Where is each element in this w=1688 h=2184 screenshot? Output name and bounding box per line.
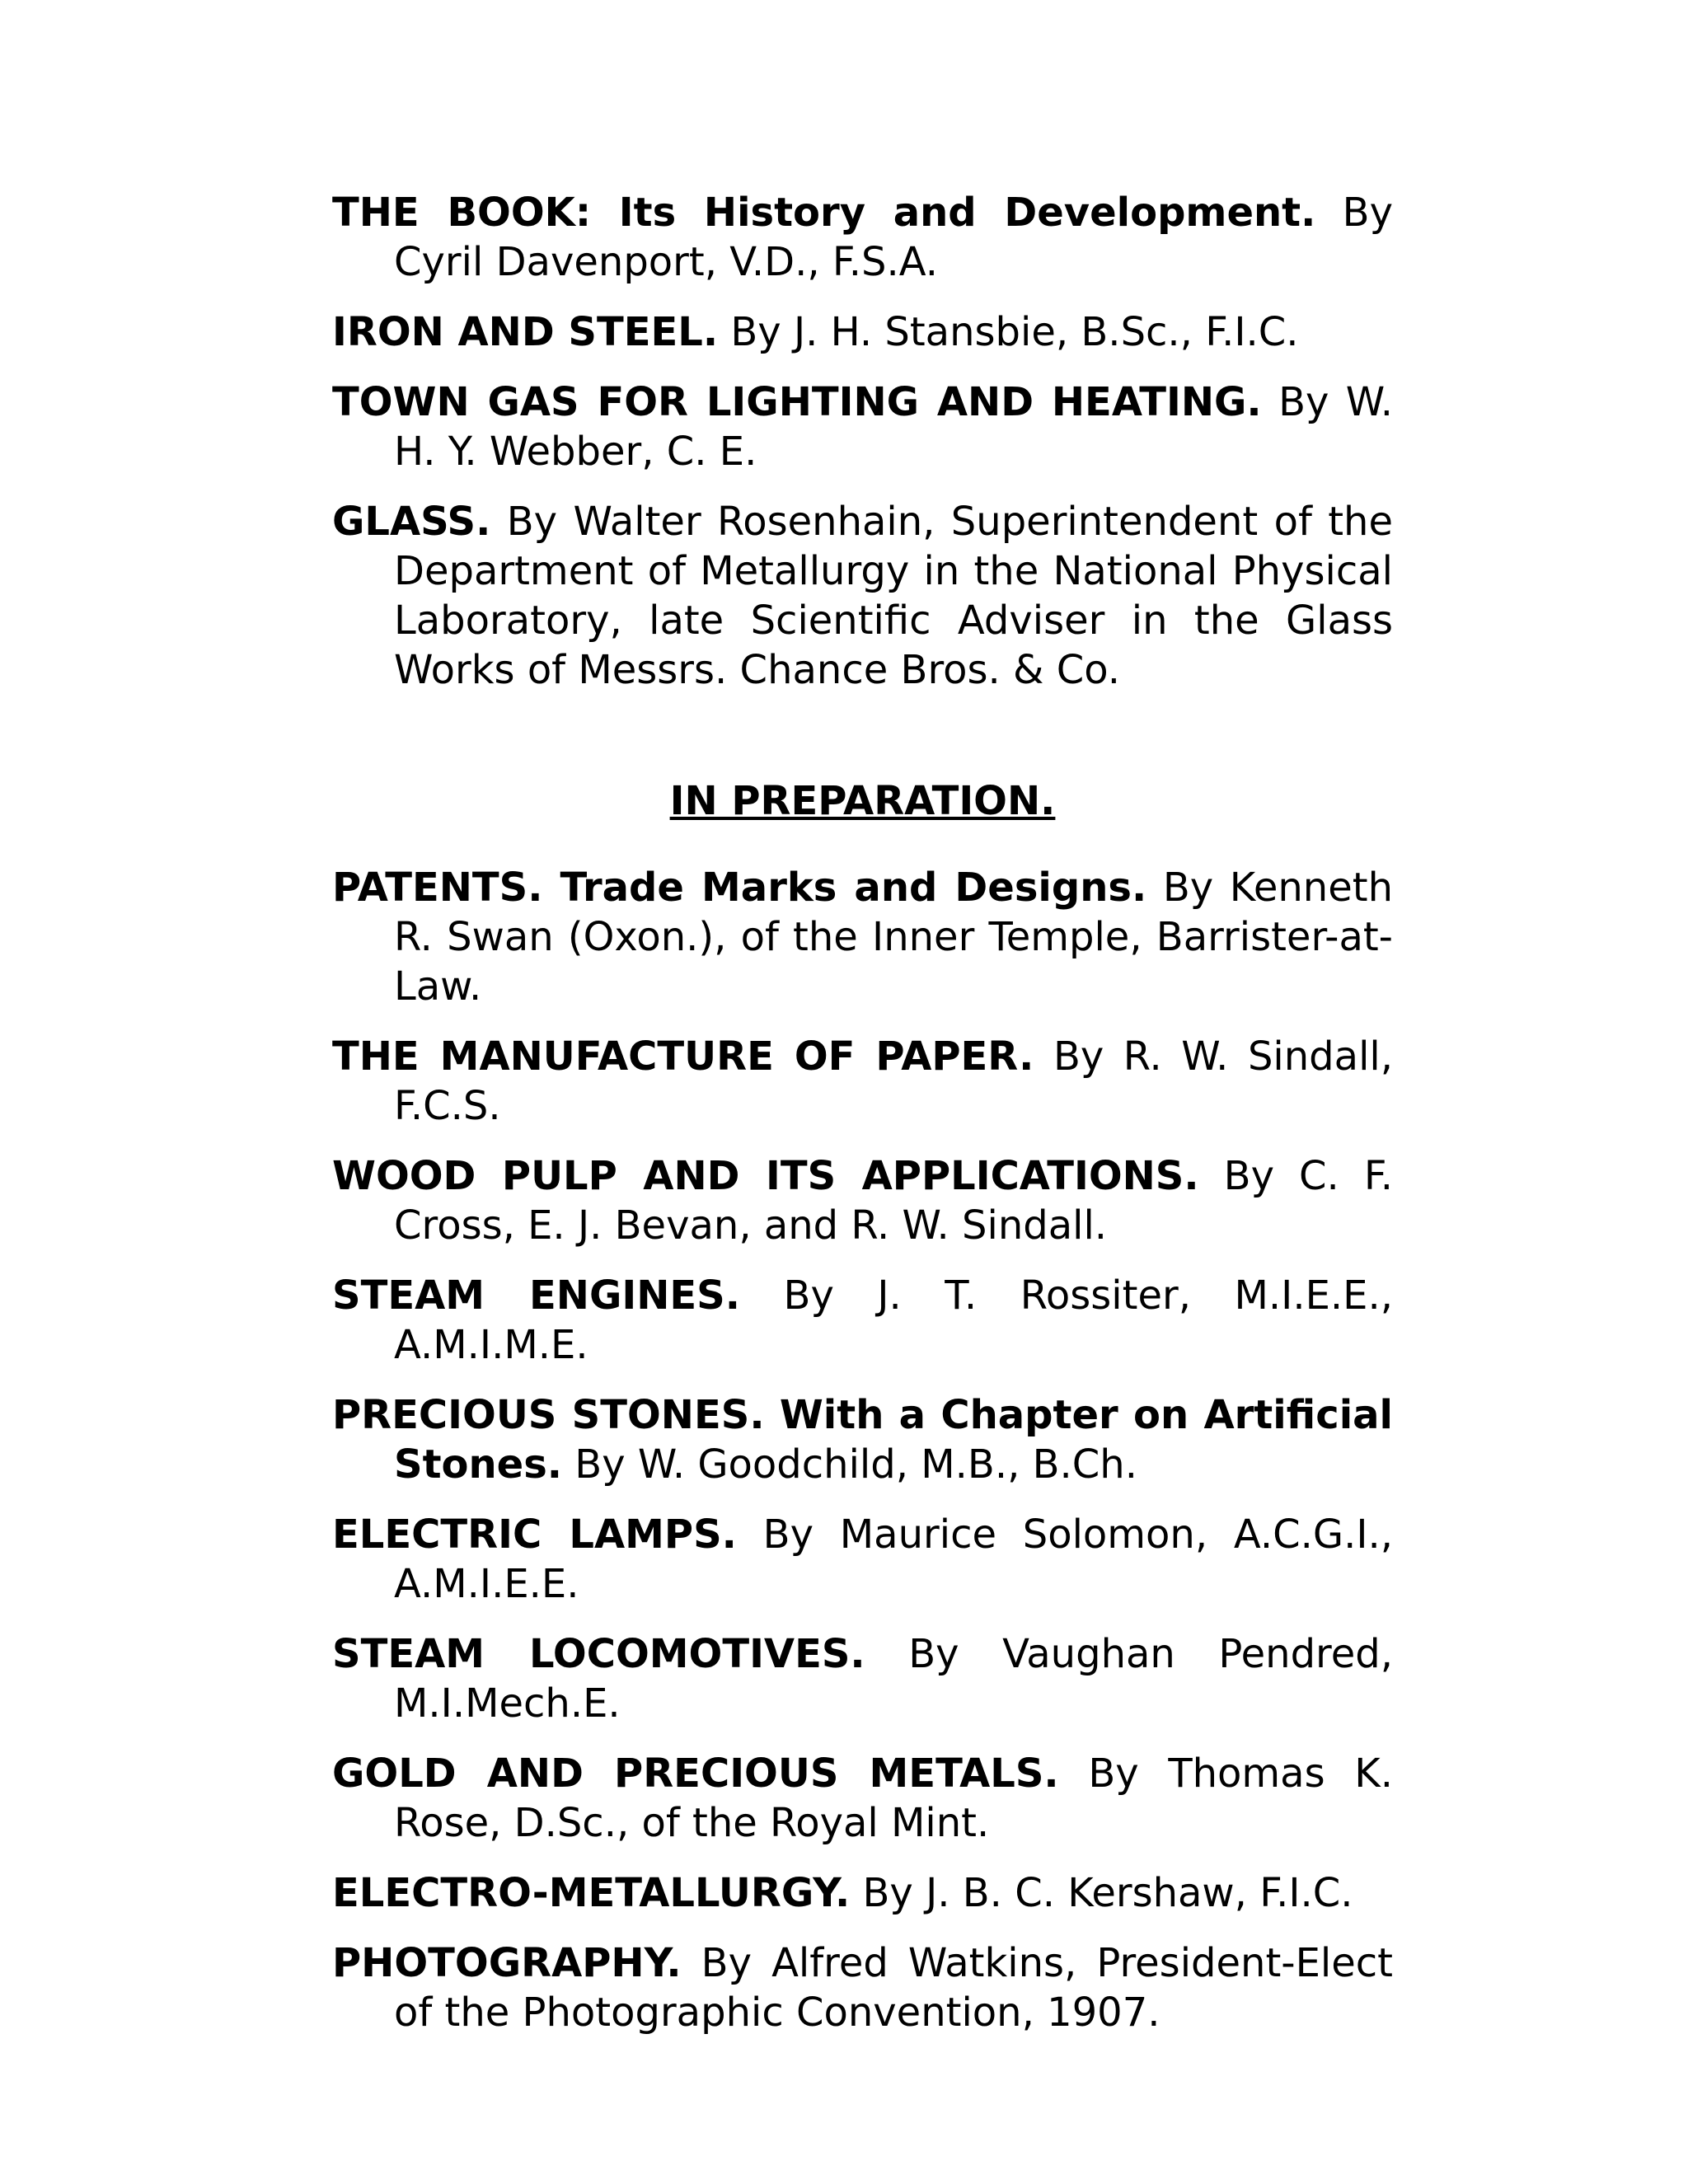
book-title: THE BOOK: Its History and Development. [332,190,1316,236]
book-entry [332,1032,1393,1131]
book-title: WOOD PULP AND ITS APPLICATIONS. [332,1153,1199,1199]
book-title: ELECTRO-METALLURGY. [332,1870,851,1916]
book-entry [332,377,1393,476]
book-author: By W. H. Y. Webber, C. E. [394,379,1393,475]
book-entry [332,1868,1393,1918]
book-title: ELECTRIC LAMPS. [332,1511,737,1558]
book-title: GOLD AND PRECIOUS METALS. [332,1750,1059,1797]
book-author: By J. H. Stansbie, B.Sc., F.I.C. [730,309,1299,355]
book-author: By Kenneth R. Swan (Oxon.), of the Inner Temple, Barrister-at-Law. [394,865,1394,1010]
book-entry [332,1629,1393,1728]
book-author: By R. W. Sindall, F.C.S. [394,1033,1393,1129]
section-heading: IN PREPARATION. [669,778,1056,824]
book-author: By Vaughan Pendred, M.I.Mech.E. [394,1631,1393,1727]
book-author: By Walter Rosenhain, Superintendent of the Department of Metallurgy in the National Physical Laboratory, late Scientific Adviser in the Glass Works of Messrs. Chance Bros. & Co. [394,499,1393,693]
book-entry [332,863,1393,1011]
book-title: THE MANUFACTURE OF PAPER. [332,1033,1034,1080]
book-entry [332,1271,1393,1370]
book-author: By Alfred Watkins, President-Elect of the Photographic Convention, 1907. [394,1940,1393,2036]
book-entry [332,1151,1393,1250]
book-title: GLASS. [332,499,491,545]
book-entry [332,1510,1393,1609]
book-title: STEAM LOCOMOTIVES. [332,1631,865,1677]
book-author: By Cyril Davenport, V.D., F.S.A. [394,190,1393,285]
book-author: By C. F. Cross, E. J. Bevan, and R. W. Sindall. [394,1153,1393,1249]
book-author: By Maurice Solomon, A.C.G.I., A.M.I.E.E. [394,1511,1394,1607]
book-list-page [332,188,1393,2058]
book-title: PRECIOUS STONES. With a Chapter on Artificial Stones. [332,1392,1393,1488]
book-entry [332,497,1393,695]
book-author: By W. Goodchild, M.B., B.Ch. [574,1441,1137,1488]
book-entry [332,1390,1393,1489]
book-author: By J. B. C. Kershaw, F.I.C. [862,1870,1353,1916]
book-entry [332,307,1393,357]
book-author: By J. T. Rossiter, M.I.E.E., A.M.I.M.E. [394,1272,1394,1368]
book-entry [332,1938,1393,2037]
book-title: PHOTOGRAPHY. [332,1940,682,1986]
book-title: PATENTS. Trade Marks and Designs. [332,865,1147,911]
book-entry [332,1749,1393,1848]
book-title: TOWN GAS FOR LIGHTING AND HEATING. [332,379,1262,425]
book-author: By Thomas K. Rose, D.Sc., of the Royal Mint. [394,1750,1394,1846]
book-entry [332,188,1393,287]
book-title: STEAM ENGINES. [332,1272,740,1319]
book-title: IRON AND STEEL. [332,309,719,355]
